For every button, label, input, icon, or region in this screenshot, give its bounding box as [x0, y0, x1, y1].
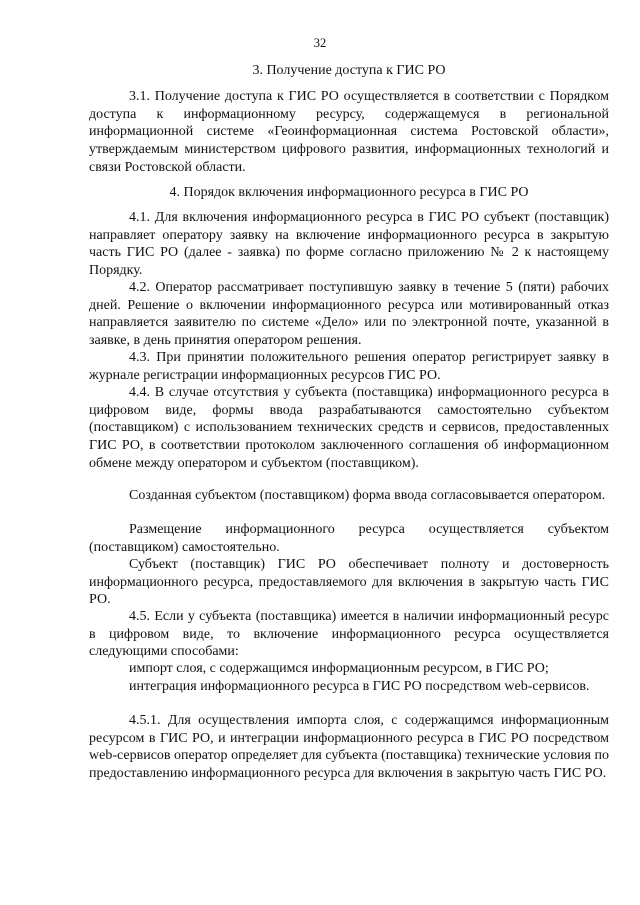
section-3-heading: 3. Получение доступа к ГИС РО	[252, 63, 446, 78]
paragraph-4-5: 4.5. Если у субъекта (поставщика) имеется в наличии информационный ресурс в цифровом виде, то включение информационного ресурса осуществляется следующими способами:	[89, 609, 609, 660]
paragraph-4-4: 4.4. В случае отсутствия у субъекта (поставщика) информационного ресурса в цифровом виде, формы ввода разрабатываются самостоятельно субъектом (поставщиком) с использованием технических средств и сервисов, предоставленных ГИС РО, в соответствии протоколом заключенного соглашения об информационном обмене между оператором и субъектом (поставщиком).	[89, 385, 609, 471]
paragraph-4-4-responsibility: Субъект (поставщик) ГИС РО обеспечивает полноту и достоверность информационного ресурса, предоставляемого для включения в закрытую часть ГИС РО.	[89, 557, 609, 608]
paragraph-4-5-integration: интеграция информационного ресурса в ГИС РО посредством web-сервисов.	[129, 679, 590, 694]
paragraph-4-5-import: импорт слоя, с содержащимся информационным ресурсом, в ГИС РО;	[129, 661, 549, 676]
paragraph-3-1: 3.1. Получение доступа к ГИС РО осуществляется в соответствии с Порядком доступа к информационному ресурсу, содержащемуся в региональной информационной системе «Геоинформационная система Ростовской области», утверждаемым министерством цифрового развития, информационных технологий и связи Ростовской области.	[89, 89, 609, 175]
paragraph-4-5-1: 4.5.1. Для осуществления импорта слоя, с содержащимся информационным ресурсом в ГИС РО, и интеграции информационного ресурса в ГИС РО посредством web-сервисов оператор определяет для субъекта (поставщика) технические условия по предоставлению информационного ресурса для включения в закрытую часть ГИС РО.	[89, 713, 609, 782]
page-number: 32	[313, 36, 327, 50]
paragraph-4-1: 4.1. Для включения информационного ресурса в ГИС РО субъект (поставщик) направляет оператору заявку на включение информационного ресурса в закрытую часть ГИС РО (далее - заявка) по форме согласно приложению № 2 к настоящему Порядку.	[89, 210, 609, 279]
paragraph-4-2: 4.2. Оператор рассматривает поступившую заявку в течение 5 (пяти) рабочих дней. Решение о включении информационного ресурса или мотивированный отказ направляется заявителю по системе «Дело» или по электронной почте, указанной в заявке, в день принятия оператором решения.	[89, 280, 609, 349]
paragraph-4-4-approval: Созданная субъектом (поставщиком) форма ввода согласовывается оператором.	[129, 488, 606, 503]
paragraph-4-3: 4.3. При принятии положительного решения оператор регистрирует заявку в журнале регистрации информационных ресурсов ГИС РО.	[89, 350, 609, 383]
section-4-heading: 4. Порядок включения информационного ресурса в ГИС РО	[169, 185, 529, 200]
paragraph-4-4-placement: Размещение информационного ресурса осуществляется субъектом (поставщиком) самостоятельно.	[89, 522, 609, 555]
